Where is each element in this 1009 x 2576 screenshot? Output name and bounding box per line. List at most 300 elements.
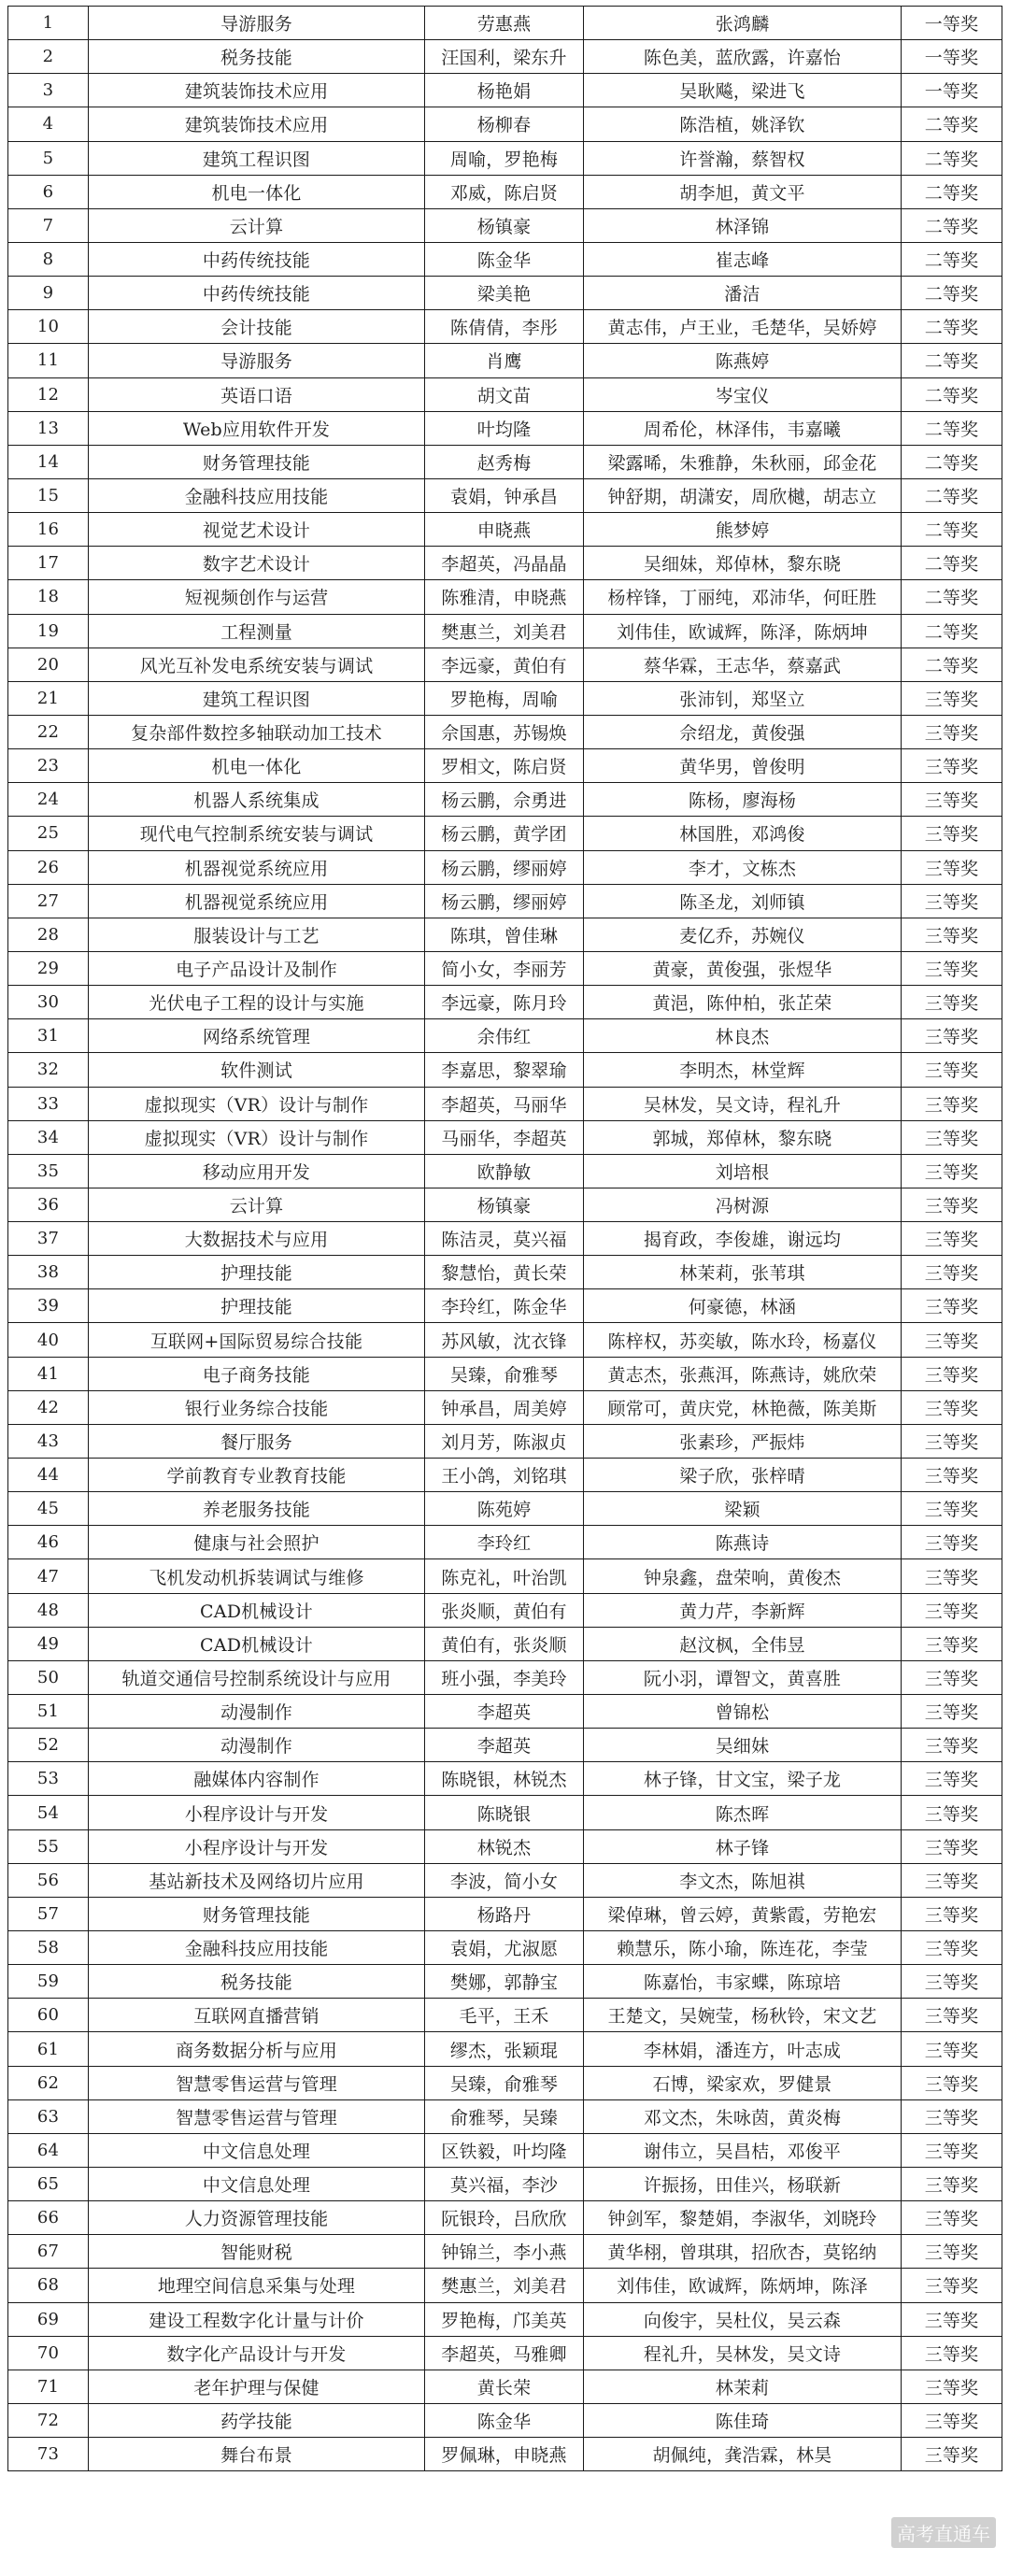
cell-instructors: 杨柳春: [425, 107, 584, 141]
cell-event: 金融科技应用技能: [89, 478, 425, 512]
table-row: [8, 1256, 1002, 1289]
cell-instructors: 肖鹰: [425, 344, 584, 377]
table-row: [8, 1188, 1002, 1221]
cell-instructors: 樊惠兰，刘美君: [425, 2269, 584, 2302]
cell-event: 财务管理技能: [89, 1897, 425, 1930]
cell-students: 胡李旭，黄文平: [584, 175, 902, 208]
table-row: [8, 2336, 1002, 2370]
cell-award: 三等奖: [902, 1660, 1002, 1694]
cell-number: 36: [8, 1188, 89, 1221]
cell-instructors: 毛平，王禾: [425, 1999, 584, 2032]
cell-students: 许振扬，田佳兴，杨联新: [584, 2168, 902, 2201]
cell-event: CAD机械设计: [89, 1627, 425, 1660]
cell-event: 网络系统管理: [89, 1019, 425, 1053]
cell-event: 融媒体内容制作: [89, 1762, 425, 1796]
cell-number: 11: [8, 344, 89, 377]
cell-event: 建设工程数字化计量与计价: [89, 2302, 425, 2336]
cell-event: 金融科技应用技能: [89, 1931, 425, 1965]
cell-award: 三等奖: [902, 1289, 1002, 1323]
cell-event: 会计技能: [89, 310, 425, 344]
cell-students: 陈嘉怡，韦家蝶，陈琼培: [584, 1965, 902, 1999]
cell-award: 三等奖: [902, 1222, 1002, 1256]
cell-award: 三等奖: [902, 1559, 1002, 1593]
cell-students: 揭育政，李俊雄，谢远均: [584, 1222, 902, 1256]
table-row: [8, 1863, 1002, 1897]
cell-event: 基站新技术及网络切片应用: [89, 1863, 425, 1897]
cell-students: 刘培根: [584, 1154, 902, 1188]
cell-instructors: 劳惠燕: [425, 7, 584, 40]
cell-award: 三等奖: [902, 1863, 1002, 1897]
cell-award: 三等奖: [902, 1796, 1002, 1829]
cell-event: 复杂部件数控多轴联动加工技术: [89, 715, 425, 748]
cell-number: 22: [8, 715, 89, 748]
table-row: [8, 1897, 1002, 1930]
cell-award: 三等奖: [902, 2066, 1002, 2099]
cell-award: 三等奖: [902, 1357, 1002, 1390]
cell-students: 钟泉鑫，盘荣响，黄俊杰: [584, 1559, 902, 1593]
cell-event: 数字化产品设计与开发: [89, 2336, 425, 2370]
cell-award: 三等奖: [902, 1256, 1002, 1289]
cell-instructors: 李超英，马雅卿: [425, 2336, 584, 2370]
cell-number: 72: [8, 2403, 89, 2437]
cell-award: 三等奖: [902, 2168, 1002, 2201]
cell-students: 冯树源: [584, 1188, 902, 1221]
cell-number: 8: [8, 242, 89, 276]
cell-instructors: 杨镇豪: [425, 1188, 584, 1221]
cell-instructors: 樊娜，郭静宝: [425, 1965, 584, 1999]
cell-event: 小程序设计与开发: [89, 1796, 425, 1829]
cell-event: 动漫制作: [89, 1729, 425, 1762]
awards-table-body: [8, 7, 1002, 2471]
table-row: [8, 2133, 1002, 2167]
table-row: [8, 547, 1002, 580]
table-row: [8, 208, 1002, 242]
cell-students: 许誉瀚，蔡智权: [584, 141, 902, 175]
cell-award: 二等奖: [902, 377, 1002, 411]
cell-event: 中文信息处理: [89, 2168, 425, 2201]
table-row: [8, 1154, 1002, 1188]
cell-instructors: 陈金华: [425, 2403, 584, 2437]
cell-event: 云计算: [89, 1188, 425, 1221]
cell-number: 53: [8, 1762, 89, 1796]
cell-number: 47: [8, 1559, 89, 1593]
cell-event: 人力资源管理技能: [89, 2201, 425, 2235]
table-row: [8, 175, 1002, 208]
cell-instructors: 罗艳梅，周喻: [425, 681, 584, 715]
cell-students: 林泽锦: [584, 208, 902, 242]
cell-students: 顾常可，黄庆党，林艳薇，陈美斯: [584, 1390, 902, 1424]
cell-instructors: 吴臻，俞雅琴: [425, 1357, 584, 1390]
cell-event: 税务技能: [89, 40, 425, 74]
cell-students: 熊梦婷: [584, 513, 902, 547]
cell-event: 中药传统技能: [89, 242, 425, 276]
cell-number: 51: [8, 1695, 89, 1729]
cell-instructors: 邓威，陈启贤: [425, 175, 584, 208]
table-row: [8, 1829, 1002, 1863]
watermark-logo: 高考直通车: [891, 2517, 996, 2548]
cell-event: 机电一体化: [89, 749, 425, 783]
cell-instructors: 区铁毅，叶均隆: [425, 2133, 584, 2167]
cell-instructors: 莫兴福，李沙: [425, 2168, 584, 2201]
table-row: [8, 2438, 1002, 2471]
cell-students: 李才，文栋杰: [584, 850, 902, 884]
cell-award: 三等奖: [902, 2302, 1002, 2336]
cell-number: 20: [8, 648, 89, 681]
cell-number: 58: [8, 1931, 89, 1965]
cell-number: 55: [8, 1829, 89, 1863]
cell-students: 向俊宇，吴杜仪，吴云森: [584, 2302, 902, 2336]
cell-event: Web应用软件开发: [89, 411, 425, 445]
cell-award: 三等奖: [902, 1424, 1002, 1458]
cell-number: 1: [8, 7, 89, 40]
cell-number: 69: [8, 2302, 89, 2336]
cell-number: 4: [8, 107, 89, 141]
cell-event: 建筑装饰技术应用: [89, 74, 425, 107]
cell-number: 25: [8, 817, 89, 850]
cell-event: 餐厅服务: [89, 1424, 425, 1458]
cell-award: 二等奖: [902, 614, 1002, 648]
cell-award: 三等奖: [902, 1695, 1002, 1729]
cell-award: 三等奖: [902, 1459, 1002, 1492]
table-row: [8, 141, 1002, 175]
cell-students: 黄志杰，张燕洱，陈燕诗，姚欣荣: [584, 1357, 902, 1390]
cell-award: 三等奖: [902, 2133, 1002, 2167]
cell-award: 二等奖: [902, 478, 1002, 512]
table-row: [8, 1492, 1002, 1526]
cell-event: 互联网直播营销: [89, 1999, 425, 2032]
cell-instructors: 陈洁灵，莫兴福: [425, 1222, 584, 1256]
awards-table-container: [7, 6, 1002, 2471]
table-row: [8, 2032, 1002, 2066]
cell-event: 税务技能: [89, 1965, 425, 1999]
cell-award: 二等奖: [902, 547, 1002, 580]
cell-event: 导游服务: [89, 344, 425, 377]
table-row: [8, 1796, 1002, 1829]
cell-number: 35: [8, 1154, 89, 1188]
cell-award: 三等奖: [902, 884, 1002, 918]
cell-award: 二等奖: [902, 411, 1002, 445]
cell-award: 三等奖: [902, 1999, 1002, 2032]
cell-number: 40: [8, 1323, 89, 1357]
table-row: [8, 2403, 1002, 2437]
table-row: [8, 2168, 1002, 2201]
cell-instructors: 余伟红: [425, 1019, 584, 1053]
cell-instructors: 李玲红，陈金华: [425, 1289, 584, 1323]
cell-number: 21: [8, 681, 89, 715]
cell-award: 三等奖: [902, 1729, 1002, 1762]
table-row: [8, 2235, 1002, 2269]
cell-event: 智慧零售运营与管理: [89, 2099, 425, 2133]
cell-students: 郭城，郑倬林，黎东晓: [584, 1120, 902, 1154]
table-row: [8, 2370, 1002, 2403]
cell-number: 12: [8, 377, 89, 411]
cell-number: 13: [8, 411, 89, 445]
cell-event: 现代电气控制系统安装与调试: [89, 817, 425, 850]
cell-award: 三等奖: [902, 1829, 1002, 1863]
cell-students: 梁倬琳，曾云婷，黄紫霞，劳艳宏: [584, 1897, 902, 1930]
cell-instructors: 申晓燕: [425, 513, 584, 547]
table-row: [8, 1289, 1002, 1323]
cell-award: 三等奖: [902, 2403, 1002, 2437]
cell-students: 曾锦松: [584, 1695, 902, 1729]
cell-students: 林子锋，甘文宝，梁子龙: [584, 1762, 902, 1796]
cell-students: 石博，梁家欢，罗健景: [584, 2066, 902, 2099]
cell-students: 崔志峰: [584, 242, 902, 276]
cell-students: 钟舒期，胡潇安，周欣樾，胡志立: [584, 478, 902, 512]
cell-instructors: 杨路丹: [425, 1897, 584, 1930]
cell-event: 智慧零售运营与管理: [89, 2066, 425, 2099]
cell-event: 风光互补发电系统安装与调试: [89, 648, 425, 681]
cell-event: 财务管理技能: [89, 445, 425, 478]
cell-event: 轨道交通信号控制系统设计与应用: [89, 1660, 425, 1694]
cell-number: 63: [8, 2099, 89, 2133]
cell-students: 李明杰，林堂辉: [584, 1053, 902, 1087]
cell-event: 电子产品设计及制作: [89, 951, 425, 985]
table-row: [8, 817, 1002, 850]
cell-event: 建筑装饰技术应用: [89, 107, 425, 141]
cell-instructors: 梁美艳: [425, 277, 584, 310]
cell-event: 养老服务技能: [89, 1492, 425, 1526]
cell-instructors: 袁娟，尤淑愿: [425, 1931, 584, 1965]
cell-students: 阮小羽，谭智文，黄喜胜: [584, 1660, 902, 1694]
cell-students: 黄豪，黄俊强，张煜华: [584, 951, 902, 985]
cell-number: 48: [8, 1593, 89, 1627]
cell-number: 24: [8, 783, 89, 817]
cell-event: 短视频创作与运营: [89, 580, 425, 614]
table-row: [8, 1053, 1002, 1087]
cell-students: 陈杰晖: [584, 1796, 902, 1829]
cell-instructors: 钟锦兰，李小燕: [425, 2235, 584, 2269]
cell-number: 9: [8, 277, 89, 310]
cell-number: 34: [8, 1120, 89, 1154]
table-row: [8, 884, 1002, 918]
table-row: [8, 1931, 1002, 1965]
cell-students: 吴林发，吴文诗，程礼升: [584, 1087, 902, 1120]
cell-students: 黄华栩，曾琪琪，招欣杏，莫铭纳: [584, 2235, 902, 2269]
cell-event: 建筑工程识图: [89, 141, 425, 175]
cell-award: 三等奖: [902, 783, 1002, 817]
cell-event: 视觉艺术设计: [89, 513, 425, 547]
cell-award: 三等奖: [902, 2269, 1002, 2302]
cell-award: 三等奖: [902, 1762, 1002, 1796]
cell-number: 60: [8, 1999, 89, 2032]
cell-instructors: 李超英，冯晶晶: [425, 547, 584, 580]
cell-award: 二等奖: [902, 648, 1002, 681]
table-row: [8, 1593, 1002, 1627]
cell-number: 61: [8, 2032, 89, 2066]
cell-number: 71: [8, 2370, 89, 2403]
table-row: [8, 1459, 1002, 1492]
cell-number: 26: [8, 850, 89, 884]
cell-students: 林国胜，邓鸿俊: [584, 817, 902, 850]
cell-award: 二等奖: [902, 175, 1002, 208]
cell-event: 飞机发动机拆装调试与维修: [89, 1559, 425, 1593]
cell-award: 三等奖: [902, 951, 1002, 985]
cell-instructors: 陈琪，曾佳琳: [425, 918, 584, 951]
cell-instructors: 樊惠兰，刘美君: [425, 614, 584, 648]
cell-number: 64: [8, 2133, 89, 2167]
table-row: [8, 1729, 1002, 1762]
cell-instructors: 李超英: [425, 1695, 584, 1729]
table-row: [8, 7, 1002, 40]
cell-students: 钟剑军，黎楚娟，李淑华，刘晓玲: [584, 2201, 902, 2235]
cell-instructors: 黄长荣: [425, 2370, 584, 2403]
cell-number: 3: [8, 74, 89, 107]
cell-instructors: 苏风敏，沈衣锋: [425, 1323, 584, 1357]
cell-instructors: 俞雅琴，吴臻: [425, 2099, 584, 2133]
cell-number: 31: [8, 1019, 89, 1053]
cell-students: 麦亿乔，苏婉仪: [584, 918, 902, 951]
cell-number: 37: [8, 1222, 89, 1256]
cell-number: 73: [8, 2438, 89, 2471]
cell-event: 虚拟现实（VR）设计与制作: [89, 1120, 425, 1154]
cell-instructors: 张炎顺，黄伯有: [425, 1593, 584, 1627]
cell-number: 29: [8, 951, 89, 985]
cell-students: 林良杰: [584, 1019, 902, 1053]
cell-instructors: 胡文苗: [425, 377, 584, 411]
cell-number: 14: [8, 445, 89, 478]
cell-number: 45: [8, 1492, 89, 1526]
cell-event: 电子商务技能: [89, 1357, 425, 1390]
table-row: [8, 1424, 1002, 1458]
cell-students: 赵汶枫，全伟昱: [584, 1627, 902, 1660]
cell-award: 三等奖: [902, 2235, 1002, 2269]
cell-instructors: 欧静敏: [425, 1154, 584, 1188]
table-row: [8, 951, 1002, 985]
cell-award: 三等奖: [902, 2099, 1002, 2133]
cell-event: 老年护理与保健: [89, 2370, 425, 2403]
table-row: [8, 1660, 1002, 1694]
cell-award: 三等奖: [902, 2032, 1002, 2066]
cell-instructors: 杨云鹏，缪丽婷: [425, 850, 584, 884]
cell-students: 张鸿麟: [584, 7, 902, 40]
cell-award: 三等奖: [902, 986, 1002, 1019]
cell-instructors: 吴臻，俞雅琴: [425, 2066, 584, 2099]
cell-event: 小程序设计与开发: [89, 1829, 425, 1863]
cell-number: 2: [8, 40, 89, 74]
cell-students: 陈色美，蓝欣露，许嘉怡: [584, 40, 902, 74]
table-row: [8, 783, 1002, 817]
cell-students: 梁颖: [584, 1492, 902, 1526]
cell-students: 周希伦，林泽伟，韦嘉曦: [584, 411, 902, 445]
cell-award: 三等奖: [902, 1390, 1002, 1424]
cell-students: 梁露晞，朱雅静，朱秋丽，邱金花: [584, 445, 902, 478]
cell-instructors: 杨云鹏，缪丽婷: [425, 884, 584, 918]
table-row: [8, 478, 1002, 512]
cell-students: 蔡华霖，王志华，蔡嘉武: [584, 648, 902, 681]
cell-number: 57: [8, 1897, 89, 1930]
cell-students: 梁子欣，张梓晴: [584, 1459, 902, 1492]
cell-students: 何豪德，林涵: [584, 1289, 902, 1323]
cell-event: 银行业务综合技能: [89, 1390, 425, 1424]
table-row: [8, 1087, 1002, 1120]
cell-students: 吴耿飚，梁进飞: [584, 74, 902, 107]
cell-instructors: 陈晓银: [425, 1796, 584, 1829]
awards-table: [7, 6, 1002, 2471]
cell-award: 二等奖: [902, 208, 1002, 242]
cell-instructors: 罗艳梅，邝美英: [425, 2302, 584, 2336]
cell-number: 44: [8, 1459, 89, 1492]
cell-award: 二等奖: [902, 141, 1002, 175]
cell-award: 三等奖: [902, 1188, 1002, 1221]
cell-instructors: 阮银玲，吕欣欣: [425, 2201, 584, 2235]
cell-number: 33: [8, 1087, 89, 1120]
cell-number: 10: [8, 310, 89, 344]
table-row: [8, 850, 1002, 884]
cell-students: 王楚文，吴婉莹，杨秋铃，宋文艺: [584, 1999, 902, 2032]
cell-number: 67: [8, 2235, 89, 2269]
cell-event: 智能财税: [89, 2235, 425, 2269]
cell-number: 66: [8, 2201, 89, 2235]
cell-instructors: 杨云鹏，佘勇进: [425, 783, 584, 817]
table-row: [8, 445, 1002, 478]
cell-students: 陈杨，廖海杨: [584, 783, 902, 817]
cell-award: 三等奖: [902, 2201, 1002, 2235]
cell-students: 吴细妹，郑倬林，黎东晓: [584, 547, 902, 580]
cell-award: 二等奖: [902, 310, 1002, 344]
cell-instructors: 陈克礼，叶治凯: [425, 1559, 584, 1593]
cell-students: 胡佩纯，龚浩霖，林昊: [584, 2438, 902, 2471]
cell-event: 机电一体化: [89, 175, 425, 208]
cell-instructors: 缪杰，张颖琨: [425, 2032, 584, 2066]
cell-students: 黄志伟，卢王业，毛楚华，吴娇婷: [584, 310, 902, 344]
table-row: [8, 1019, 1002, 1053]
cell-number: 27: [8, 884, 89, 918]
cell-students: 吴细妹: [584, 1729, 902, 1762]
cell-students: 陈浩植，姚泽钦: [584, 107, 902, 141]
cell-number: 70: [8, 2336, 89, 2370]
cell-instructors: 杨云鹏，黄学团: [425, 817, 584, 850]
cell-students: 佘绍龙，黄俊强: [584, 715, 902, 748]
cell-instructors: 陈苑婷: [425, 1492, 584, 1526]
cell-instructors: 陈雅清，申晓燕: [425, 580, 584, 614]
table-row: [8, 277, 1002, 310]
cell-instructors: 陈倩倩，李彤: [425, 310, 584, 344]
table-row: [8, 918, 1002, 951]
cell-instructors: 叶均隆: [425, 411, 584, 445]
cell-instructors: 刘月芳，陈淑贞: [425, 1424, 584, 1458]
cell-students: 陈佳琦: [584, 2403, 902, 2437]
table-row: [8, 411, 1002, 445]
cell-students: 岑宝仪: [584, 377, 902, 411]
cell-award: 三等奖: [902, 1323, 1002, 1357]
cell-instructors: 李玲红: [425, 1526, 584, 1559]
table-row: [8, 344, 1002, 377]
cell-students: 林子锋: [584, 1829, 902, 1863]
cell-award: 二等奖: [902, 277, 1002, 310]
cell-number: 46: [8, 1526, 89, 1559]
cell-number: 49: [8, 1627, 89, 1660]
cell-instructors: 周喻，罗艳梅: [425, 141, 584, 175]
cell-award: 三等奖: [902, 1627, 1002, 1660]
cell-event: 舞台布景: [89, 2438, 425, 2471]
cell-event: 互联网+国际贸易综合技能: [89, 1323, 425, 1357]
table-row: [8, 2201, 1002, 2235]
cell-instructors: 简小女，李丽芳: [425, 951, 584, 985]
table-row: [8, 648, 1002, 681]
cell-students: 杨梓锋，丁丽纯，邓沛华，何旺胜: [584, 580, 902, 614]
cell-event: 商务数据分析与应用: [89, 2032, 425, 2066]
table-row: [8, 986, 1002, 1019]
cell-students: 谢伟立，吴昌桔，邓俊平: [584, 2133, 902, 2167]
cell-students: 陈梓权，苏奕敏，陈水玲，杨嘉仪: [584, 1323, 902, 1357]
cell-students: 林茉莉，张苇琪: [584, 1256, 902, 1289]
cell-instructors: 袁娟，钟承昌: [425, 478, 584, 512]
cell-instructors: 陈晓银，林锐杰: [425, 1762, 584, 1796]
cell-award: 三等奖: [902, 1931, 1002, 1965]
cell-award: 三等奖: [902, 918, 1002, 951]
cell-number: 50: [8, 1660, 89, 1694]
